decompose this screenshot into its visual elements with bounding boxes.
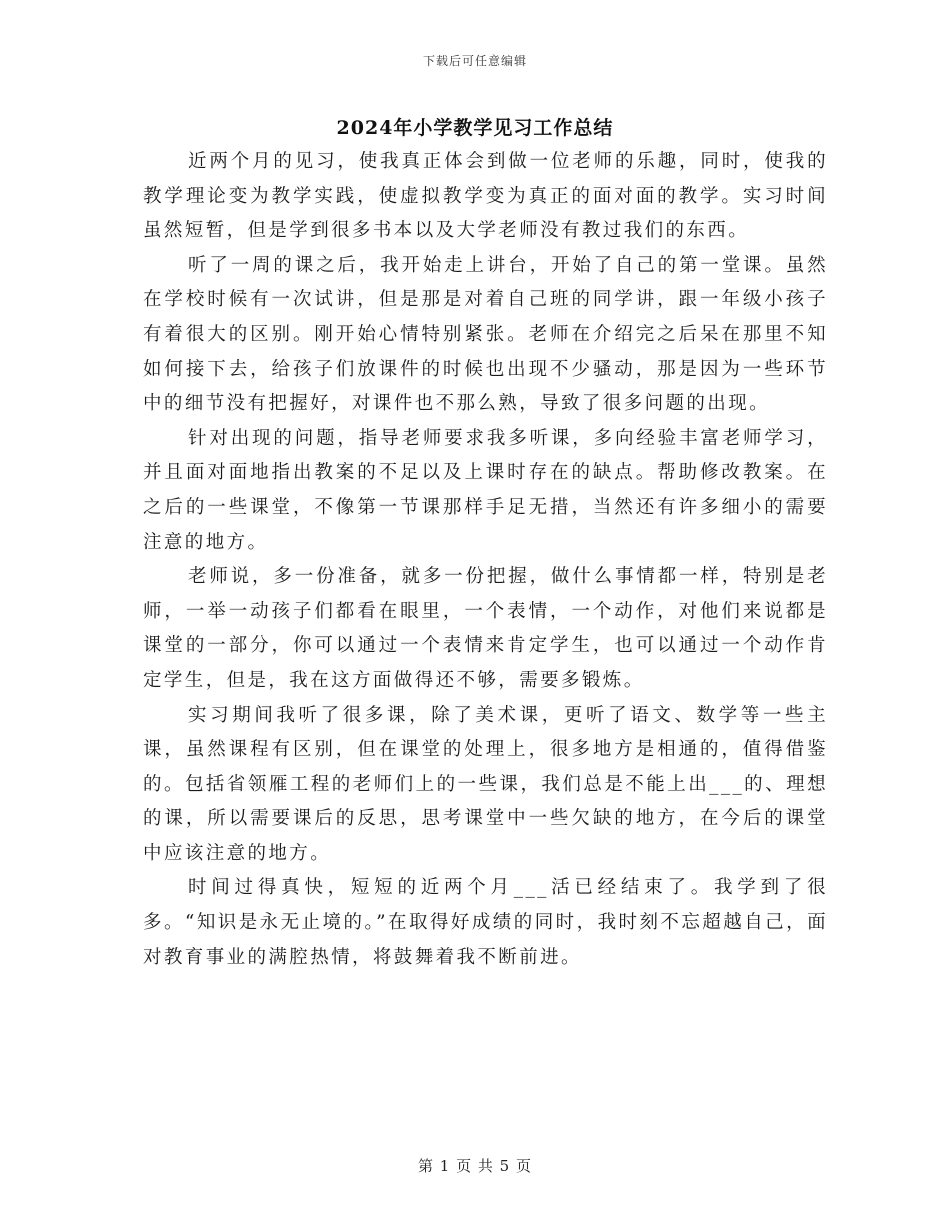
page-number: 第 1 页 共 5 页 (418, 1157, 532, 1175)
paragraph: 实习期间我听了很多课，除了美术课，更听了语文、数学等一些主课，虽然课程有区别，但在课堂的处理上，很多地方是相通的，值得借鉴的。包括省领雁工程的老师们上的一些课，我们总是不能上出___的、理想的课，所以需要课后的反思，思考课堂中一些欠缺的地方，在今后的课堂中应该注意的地方。 (143, 704, 828, 864)
paragraph: 时间过得真快，短短的近两个月___活已经结束了。我学到了很多。“知识是永无止境的。”在取得好成绩的同时，我时刻不忘超越自己，面对教育事业的满腔热情，将鼓舞着我不断前进。 (143, 877, 828, 968)
document-title: 2024年小学教学见习工作总结 (336, 117, 614, 139)
header-note: 下载后可任意编辑 (422, 54, 527, 68)
paragraph: 针对出现的问题，指导老师要求我多听课，多向经验丰富老师学习，并且面对面地指出教案的不足以及上课时存在的缺点。帮助修改教案。在之后的一些课堂，不像第一节课那样手足无措，当然还有许多细小的需要注意的地方。 (143, 427, 828, 553)
paragraph: 听了一周的课之后，我开始走上讲台，开始了自己的第一堂课。虽然在学校时候有一次试讲，但是那是对着自己班的同学讲，跟一年级小孩子有着很大的区别。刚开始心情特别紧张。老师在介绍完之后呆在那里不知如何接下去，给孩子们放课件的时候也出现不少骚动，那是因为一些环节中的细节没有把握好，对课件也不那么熟，导致了很多问题的出现。 (143, 254, 828, 415)
paragraph: 近两个月的见习，使我真正体会到做一位老师的乐趣，同时，使我的教学理论变为教学实践，使虚拟教学变为真正的面对面的教学。实习时间虽然短暂，但是学到很多书本以及大学老师没有教过我们的东西。 (143, 151, 828, 242)
document-body (143, 145, 828, 975)
paragraph: 老师说，多一份准备，就多一份把握，做什么事情都一样，特别是老师，一举一动孩子们都看在眼里，一个表情，一个动作，对他们来说都是课堂的一部分，你可以通过一个表情来肯定学生，也可以通过一个动作肯定学生，但是，我在这方面做得还不够，需要多锻炼。 (143, 566, 828, 691)
